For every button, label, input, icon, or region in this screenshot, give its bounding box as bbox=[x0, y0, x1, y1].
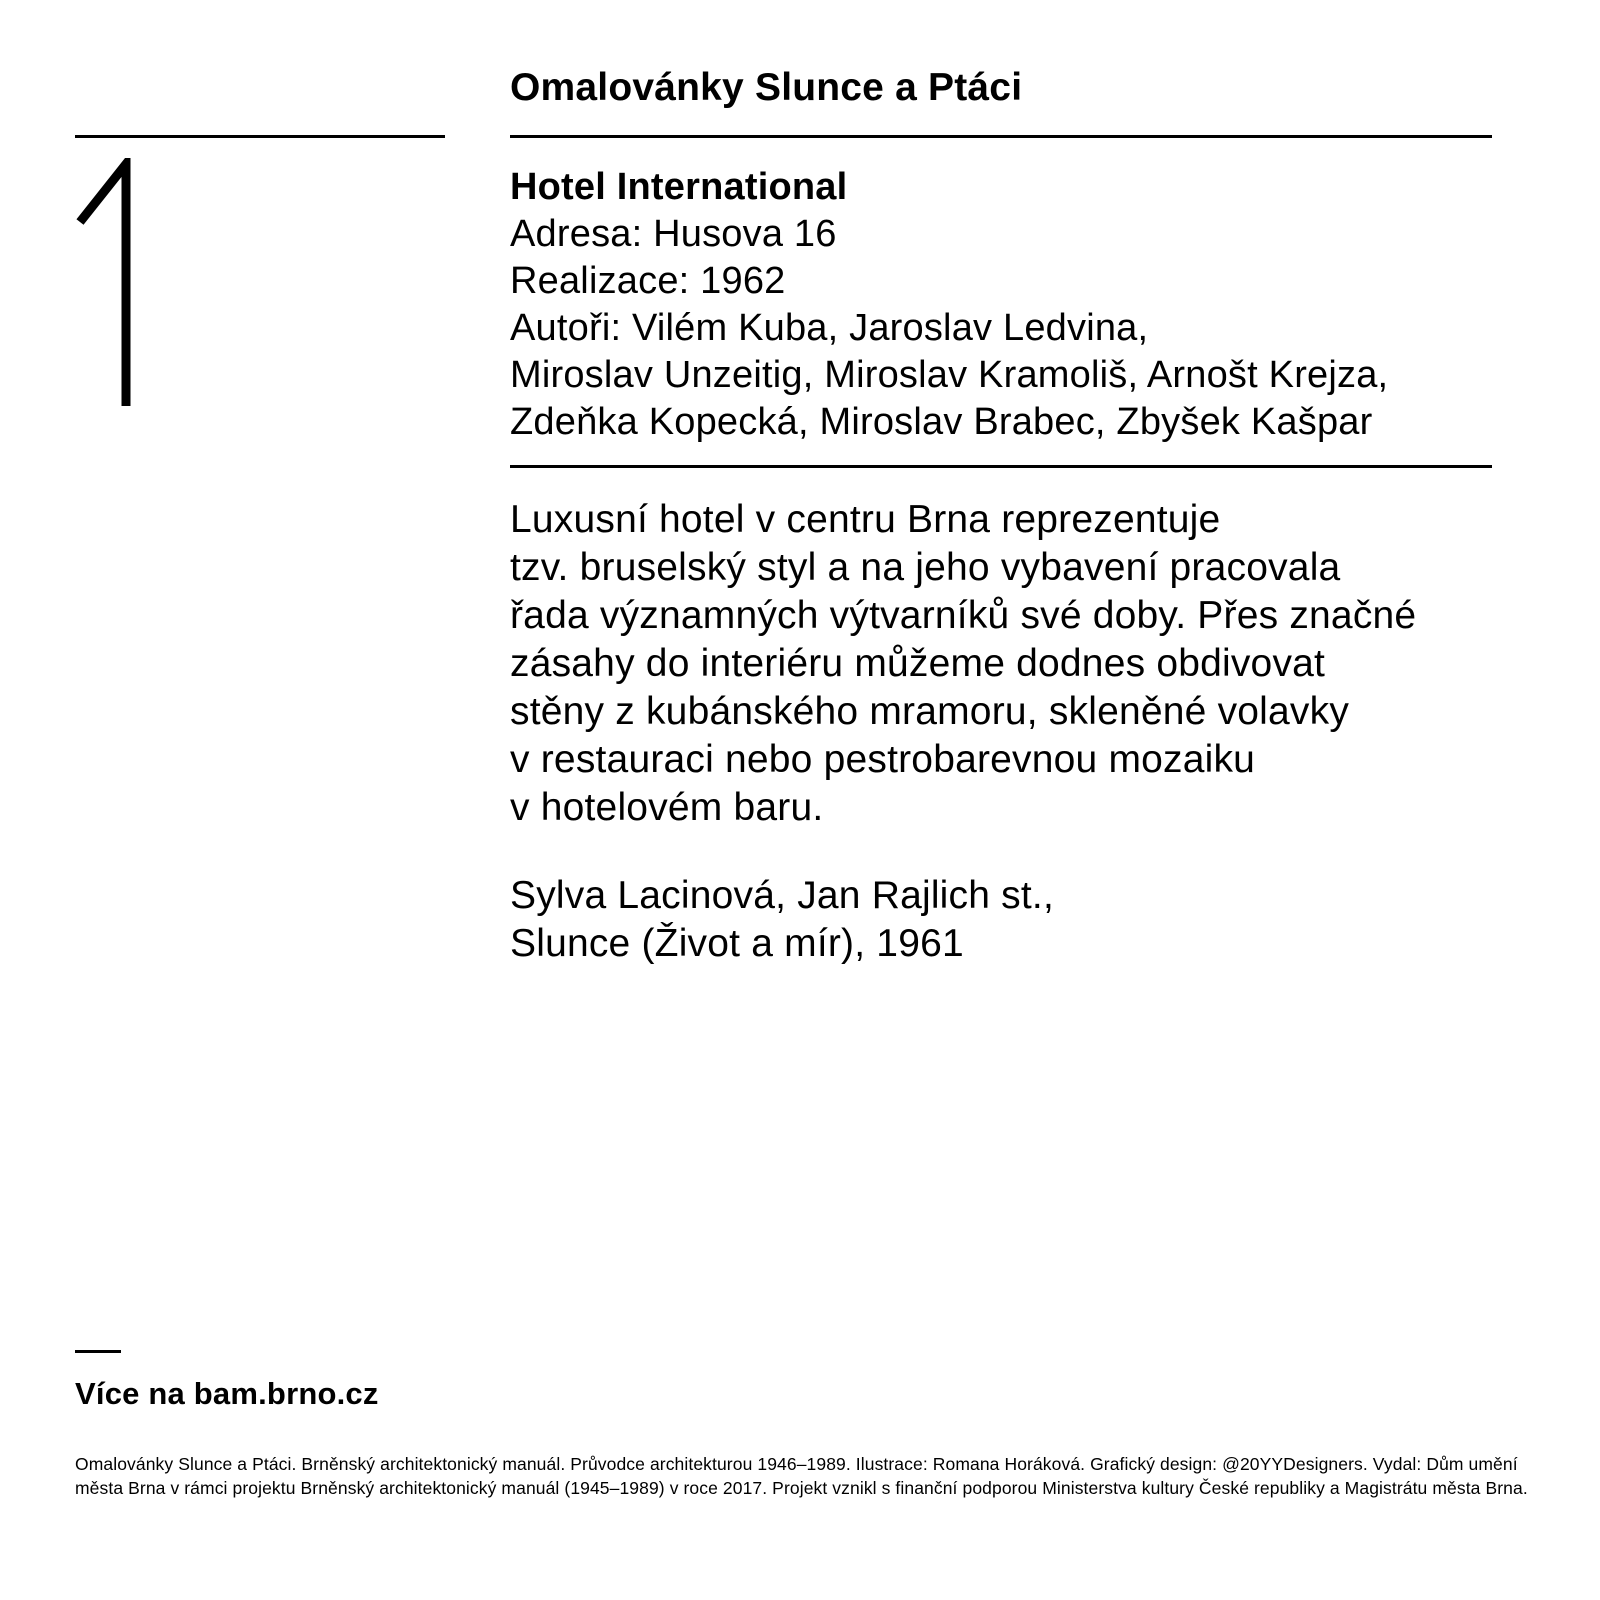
colophon-line: Omalovánky Slunce a Ptáci. Brněnský architektonický manuál. Průvodce architekturou 1946–1989. Ilustrace: Romana Horáková. Grafický design: @20YYDesigners. Vydal: Dům umění bbox=[75, 1454, 1518, 1474]
page-title: Omalovánky Slunce a Ptáci bbox=[510, 66, 1023, 109]
footer-rule bbox=[75, 1350, 121, 1353]
page-number bbox=[72, 158, 172, 408]
description-line: v restauraci nebo pestrobarevnou mozaiku bbox=[510, 738, 1256, 781]
footer-more-info: Více na bam.brno.cz bbox=[75, 1376, 379, 1411]
detail-line-realization: Realizace: 1962 bbox=[510, 260, 786, 302]
artwork-caption bbox=[510, 872, 1054, 968]
description-line: tzv. bruselský styl a na jeho vybavení pracovala bbox=[510, 546, 1341, 589]
building-name: Hotel International bbox=[510, 166, 848, 208]
detail-line-authors-2: Miroslav Unzeitig, Miroslav Kramoliš, Arnošt Krejza, bbox=[510, 354, 1389, 396]
digit-1-glyph bbox=[72, 158, 172, 408]
building-description bbox=[510, 496, 1416, 832]
description-line: v hotelovém baru. bbox=[510, 786, 824, 829]
section-rule bbox=[510, 465, 1492, 468]
description-line: zásahy do interiéru můžeme dodnes obdivovat bbox=[510, 642, 1326, 685]
detail-line-authors-1: Autoři: Vilém Kuba, Jaroslav Ledvina, bbox=[510, 307, 1149, 349]
colophon bbox=[75, 1452, 1535, 1500]
description-line: stěny z kubánského mramoru, skleněné volavky bbox=[510, 690, 1350, 733]
caption-line: Slunce (Život a mír), 1961 bbox=[510, 922, 964, 965]
detail-line-authors-3: Zdeňka Kopecká, Miroslav Brabec, Zbyšek Kašpar bbox=[510, 401, 1373, 443]
description-line: Luxusní hotel v centru Brna reprezentuje bbox=[510, 498, 1221, 541]
header-rule-left bbox=[75, 135, 445, 138]
colophon-line: města Brna v rámci projektu Brněnský architektonický manuál (1945–1989) v roce 2017. Projekt vznikl s finanční podporou Ministerstva kultury České republiky a Magistrátu města Brna. bbox=[75, 1478, 1528, 1498]
building-details bbox=[510, 164, 1388, 446]
caption-line: Sylva Lacinová, Jan Rajlich st., bbox=[510, 874, 1054, 917]
description-line: řada významných výtvarníků své doby. Přes značné bbox=[510, 594, 1417, 637]
detail-line-address: Adresa: Husova 16 bbox=[510, 213, 837, 255]
header-rule-right bbox=[510, 135, 1492, 138]
